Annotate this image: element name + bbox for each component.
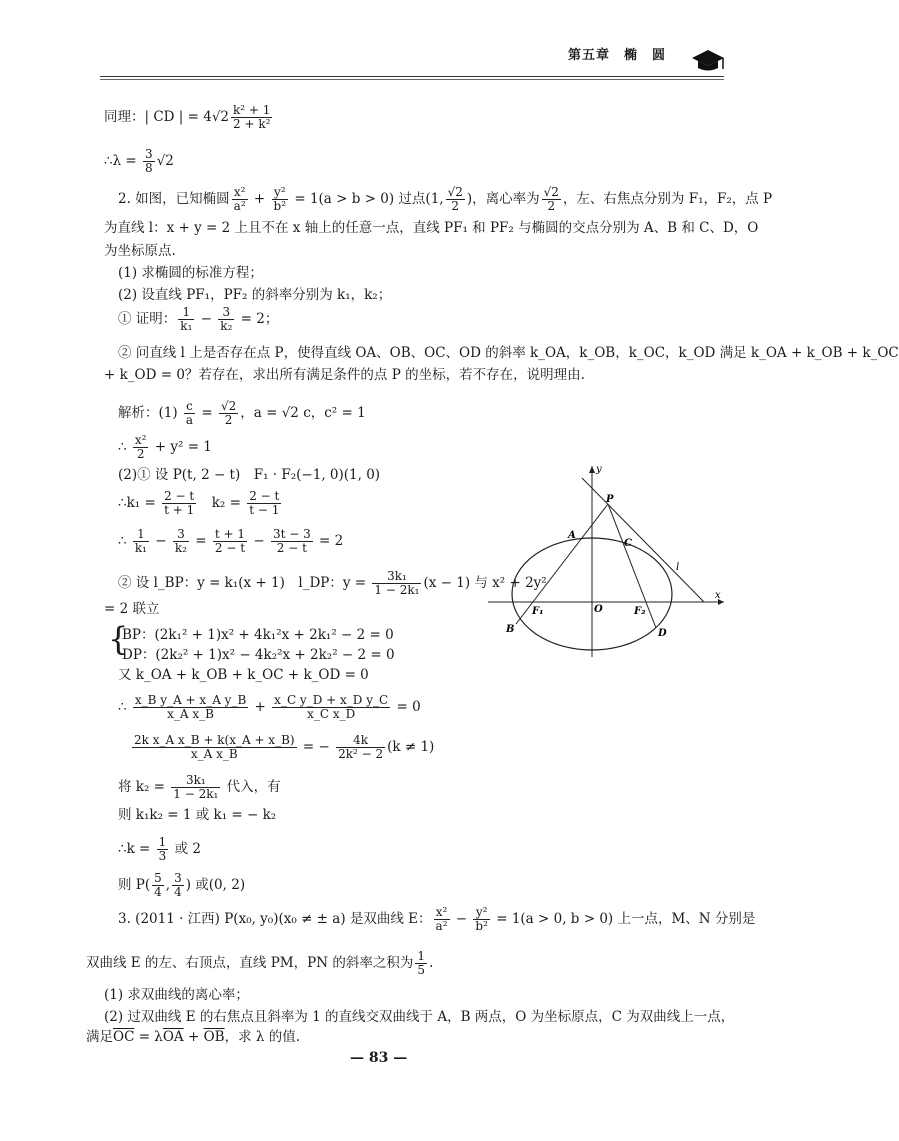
label-p: P xyxy=(606,494,614,505)
text-line: 满足$\overline{OC} = \lambda\overline{OA} + \overline{OB}$，求 λ 的值. xyxy=(86,1029,301,1045)
question-2-part-1: ① 证明： $\frac{1}{\text{k₁}}$ − $\frac{3}{\text{k₂}}$ = 2； xyxy=(118,305,279,333)
header-rule xyxy=(100,76,724,77)
solution-line: 将 k₂ = $\frac{\text{3k₁}}{\text{1 − 2k₁}}$ 代入，有 xyxy=(118,773,281,801)
solution-line: = 2 联立 xyxy=(104,601,160,617)
text-line: ∴λ = $\frac{3}{8}$ √2 xyxy=(104,147,174,175)
text-line: 为直线 l：x + y = 2 上且不在 x 轴上的任意一点，直线 PF₁ 和 PF₂ 与椭圆的交点分别为 A、B 和 C、D，O xyxy=(104,220,759,236)
chapter-header: 第五章 椭 圆 xyxy=(568,48,667,63)
solution-line: 则 P( $\frac{5}{4}$ , $\frac{3}{4}$ ) 或(0, 2) xyxy=(118,871,246,899)
question-2: (2) 过双曲线 E 的右焦点且斜率为 1 的直线交双曲线于 A，B 两点，O 为坐标原点，C 为双曲线上一点， xyxy=(104,1009,735,1025)
label-l: l xyxy=(676,562,680,573)
label-f2: F₂ xyxy=(634,606,646,617)
label-x: x xyxy=(715,590,721,601)
solution-line: DP：(2k₂² + 1)x² − 4k₂²x + 2k₂² − 2 = 0 xyxy=(122,647,395,663)
solution-line: ∴k = $\frac{1}{3}$ 或 2 xyxy=(118,835,201,863)
solution-line: BP：(2k₁² + 1)x² + 4k₁²x + 2k₁² − 2 = 0 xyxy=(122,627,394,643)
text-line: 双曲线 E 的左、右顶点，直线 PM，PN 的斜率之积为 $\frac{1}{5}$ . xyxy=(86,949,434,977)
solution-line: 又 k_OA + k_OB + k_OC + k_OD = 0 xyxy=(118,667,369,683)
header-rule-thin xyxy=(100,79,724,80)
label-o: O xyxy=(594,604,603,615)
question-2-part-2: ② 问直线 l 上是否存在点 P，使得直线 OA、OB、OC、OD 的斜率 k_OA，k_OB，k_OC，k_OD 满足 k_OA + k_OB + k_OC xyxy=(118,345,899,361)
label-a: A xyxy=(568,530,576,541)
label-d: D xyxy=(658,628,667,639)
label-f1: F₁ xyxy=(532,606,544,617)
solution-line: 则 k₁k₂ = 1 或 k₁ = − k₂ xyxy=(118,807,277,823)
label-y: y xyxy=(596,464,602,475)
solution-line: ∴ $\frac{1}{\text{k₁}}$ − $\frac{3}{\text{k₂}}$ = $\frac{t + 1}{2 - t}$ − $\frac{3t - 3}{2 - t}$ = 2 xyxy=(118,527,344,555)
solution-line: ∴k₁ = $\frac{2 - t}{t + 1}$ k₂ = $\frac{2 - t}{t - 1}$ xyxy=(118,489,280,517)
text-line: 为坐标原点. xyxy=(104,243,176,259)
line-l xyxy=(582,478,704,602)
line-pf2 xyxy=(608,504,656,628)
y-axis-arrow xyxy=(589,466,595,473)
solution-line: $\frac{\text{2k x\_A x\_B + k(x\_A + x\_B)}}{\text{x\_A x\_B}}$ = − $\frac{4k}{\text{2k² − 2}}$ (k ≠ 1) xyxy=(134,733,435,761)
solution-line: (2)① 设 P(t, 2 − t) F₁ · F₂(−1, 0)(1, 0) xyxy=(118,467,381,483)
label-b: B xyxy=(506,624,515,635)
text-line: + k_OD = 0？若存在，求出所有满足条件的点 P 的坐标，若不存在，说明理由. xyxy=(104,367,585,383)
problem-2-statement: 2. 如图，已知椭圆 $\frac{\text{x²}}{\text{a²}}$ + $\frac{\text{y²}}{\text{b²}}$ = 1(a > b > 0) 过点(1, $\frac{√2}{2}$ )，离心率为 $\frac{√2}{2}$ ，左、右焦点分别为 F₁，F₂，点 P xyxy=(118,185,773,213)
solution-line: ② 设 l_BP：y = k₁(x + 1) l_DP：y = $\frac{\text{3k₁}}{\text{1 − 2k₁}}$ (x − 1) 与 x² + 2y² xyxy=(118,569,547,597)
system-brace: { xyxy=(108,620,129,658)
solution-line: 解析：(1) $\frac{c}{a}$ = $\frac{√2}{2}$ ，a = √2 c，c² = 1 xyxy=(118,399,366,427)
page-number: — 83 — xyxy=(350,1050,408,1066)
label-c: C xyxy=(624,538,632,549)
question-1: (1) 求双曲线的离心率； xyxy=(104,987,249,1003)
problem-3-statement: 3. (2011 · 江西) P(x₀, y₀)(x₀ ≠ ± a) 是双曲线 E： $\frac{\text{x²}}{\text{a²}}$ − $\frac{\text{y²}}{\text{b²}}$ = 1(a > 0, b > 0) 上一点，M、N 分别是 xyxy=(118,905,756,933)
solution-line: ∴ $\frac{\text{x\_B y\_A + x\_A y\_B}}{\text{x\_A x\_B}}$ + $\frac{\text{x\_C y\_D + x\_D y\_C}}{\text{x\_C x\_D}}$ = 0 xyxy=(118,693,421,721)
question-1: (1) 求椭圆的标准方程； xyxy=(118,265,263,281)
solution-line: ∴ $\frac{\text{x²}}{2}$ + y² = 1 xyxy=(118,433,212,461)
question-2: (2) 设直线 PF₁，PF₂ 的斜率分别为 k₁，k₂； xyxy=(118,287,392,303)
graduation-cap-icon xyxy=(690,46,726,74)
ellipse-figure xyxy=(486,462,726,662)
text-line: 同理：| CD | = 4√2 $\frac{\text{k² + 1}}{\text{2 + k²}}$ xyxy=(104,103,271,131)
